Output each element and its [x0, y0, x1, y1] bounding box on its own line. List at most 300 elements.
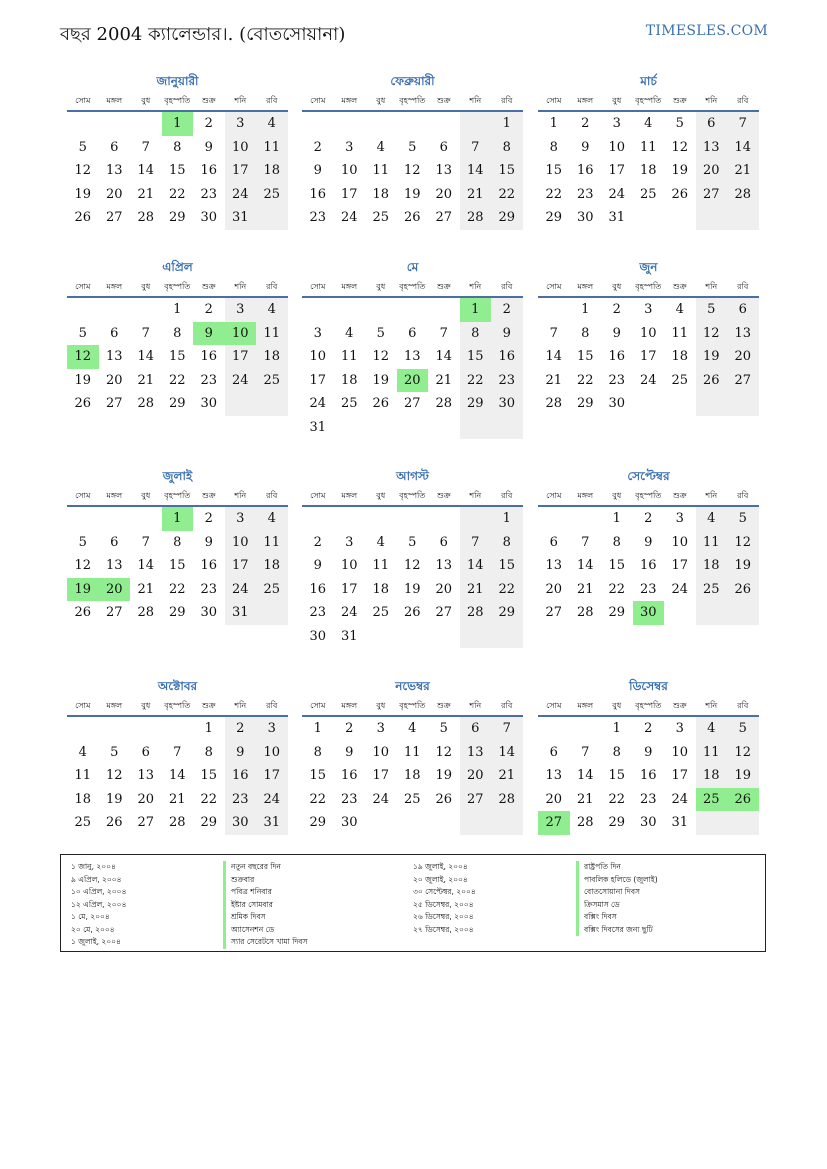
day-cell[interactable]: 16 [639, 558, 657, 573]
day-cell[interactable]: 30 [608, 396, 626, 411]
day-cell[interactable]: 5 [675, 116, 684, 131]
day-cell[interactable]: 7 [141, 534, 150, 550]
day-cell[interactable]: 4 [696, 717, 728, 741]
day-cell[interactable]: 30 [639, 815, 657, 830]
day-cell[interactable]: 5 [439, 721, 448, 736]
day-cell[interactable]: 7 [460, 531, 492, 555]
day-cell[interactable]: 3 [675, 511, 684, 526]
day-cell[interactable]: 1 [313, 721, 322, 736]
day-cell[interactable]: 15 [545, 163, 563, 178]
day-cell[interactable]: 19 [105, 791, 123, 807]
day-cell[interactable]: 26 [105, 815, 123, 830]
day-cell[interactable]: 11 [256, 136, 288, 160]
day-cell[interactable]: 14 [168, 768, 186, 783]
day-cell[interactable]: 2 [313, 534, 322, 550]
day-cell[interactable]: 2 [644, 721, 653, 736]
day-cell[interactable]: 30 [309, 628, 327, 644]
day-cell[interactable]: 5 [408, 139, 417, 155]
day-cell[interactable]: 5 [727, 717, 759, 741]
day-cell[interactable]: 17 [340, 581, 358, 597]
day-cell[interactable]: 29 [608, 815, 626, 830]
day-cell[interactable]: 24 [309, 396, 327, 411]
day-cell[interactable]: 16 [491, 345, 523, 369]
day-cell[interactable]: 26 [727, 578, 759, 602]
day-cell[interactable]: 18 [696, 554, 728, 578]
day-cell[interactable]: 15 [576, 349, 594, 364]
day-cell[interactable]: 15 [491, 554, 523, 578]
day-cell[interactable]: 5 [408, 534, 417, 550]
day-cell[interactable]: 18 [696, 764, 728, 788]
day-cell[interactable]: 20 [435, 186, 453, 202]
day-cell[interactable]: 1 [612, 721, 621, 736]
day-cell[interactable]: 22 [200, 791, 218, 807]
day-cell[interactable]: 23 [309, 210, 327, 225]
day-cell[interactable]: 30 [200, 396, 218, 411]
holiday-day-cell[interactable]: 12 [67, 345, 99, 369]
day-cell[interactable]: 28 [727, 183, 759, 207]
day-cell[interactable]: 19 [372, 372, 390, 388]
day-cell[interactable]: 24 [225, 578, 257, 602]
day-cell[interactable]: 7 [581, 534, 590, 550]
day-cell[interactable]: 16 [576, 163, 594, 178]
day-cell[interactable]: 23 [608, 372, 626, 388]
day-cell[interactable]: 2 [345, 721, 354, 736]
day-cell[interactable]: 29 [309, 815, 327, 830]
day-cell[interactable]: 16 [200, 558, 218, 573]
day-cell[interactable]: 17 [225, 345, 257, 369]
day-cell[interactable]: 14 [545, 349, 563, 364]
day-cell[interactable]: 10 [639, 325, 657, 341]
day-cell[interactable]: 21 [137, 372, 155, 388]
day-cell[interactable]: 26 [74, 210, 92, 225]
day-cell[interactable]: 13 [435, 163, 453, 178]
day-cell[interactable]: 28 [576, 815, 594, 830]
day-cell[interactable]: 12 [105, 768, 123, 783]
day-cell[interactable]: 30 [491, 392, 523, 416]
holiday-day-cell[interactable]: 1 [460, 298, 492, 322]
day-cell[interactable]: 16 [225, 764, 257, 788]
day-cell[interactable]: 27 [105, 605, 123, 620]
day-cell[interactable]: 14 [576, 768, 594, 783]
day-cell[interactable]: 27 [435, 605, 453, 620]
day-cell[interactable]: 15 [200, 768, 218, 783]
day-cell[interactable]: 21 [460, 578, 492, 602]
day-cell[interactable]: 21 [727, 159, 759, 183]
day-cell[interactable]: 18 [671, 349, 689, 364]
day-cell[interactable]: 12 [74, 558, 92, 573]
holiday-day-cell[interactable]: 9 [193, 322, 225, 346]
day-cell[interactable]: 9 [313, 163, 322, 178]
day-cell[interactable]: 19 [671, 163, 689, 178]
day-cell[interactable]: 11 [372, 163, 390, 178]
day-cell[interactable]: 15 [608, 768, 626, 783]
day-cell[interactable]: 3 [345, 139, 354, 155]
day-cell[interactable]: 20 [545, 791, 563, 807]
day-cell[interactable]: 26 [435, 791, 453, 807]
day-cell[interactable]: 28 [137, 396, 155, 411]
day-cell[interactable]: 25 [403, 791, 421, 807]
day-cell[interactable]: 31 [225, 206, 257, 230]
day-cell[interactable]: 9 [612, 325, 621, 341]
day-cell[interactable]: 10 [225, 136, 257, 160]
day-cell[interactable]: 15 [608, 558, 626, 573]
day-cell[interactable]: 6 [727, 298, 759, 322]
day-cell[interactable]: 17 [671, 558, 689, 573]
day-cell[interactable]: 29 [545, 210, 563, 225]
holiday-day-cell[interactable]: 1 [162, 507, 194, 531]
day-cell[interactable]: 11 [403, 744, 421, 760]
day-cell[interactable]: 31 [340, 628, 358, 644]
day-cell[interactable]: 15 [168, 558, 186, 573]
holiday-day-cell[interactable]: 20 [99, 578, 131, 602]
day-cell[interactable]: 29 [491, 601, 523, 625]
day-cell[interactable]: 29 [168, 396, 186, 411]
day-cell[interactable]: 25 [696, 578, 728, 602]
day-cell[interactable]: 30 [200, 605, 218, 620]
day-cell[interactable]: 13 [105, 349, 123, 364]
day-cell[interactable]: 27 [460, 788, 492, 812]
day-cell[interactable]: 18 [256, 345, 288, 369]
day-cell[interactable]: 21 [137, 186, 155, 202]
day-cell[interactable]: 20 [105, 186, 123, 202]
day-cell[interactable]: 28 [137, 605, 155, 620]
day-cell[interactable]: 7 [460, 136, 492, 160]
day-cell[interactable]: 16 [200, 163, 218, 178]
day-cell[interactable]: 23 [491, 369, 523, 393]
day-cell[interactable]: 13 [137, 768, 155, 783]
day-cell[interactable]: 22 [608, 791, 626, 807]
day-cell[interactable]: 30 [576, 210, 594, 225]
day-cell[interactable]: 20 [545, 581, 563, 597]
day-cell[interactable]: 30 [200, 210, 218, 225]
day-cell[interactable]: 9 [204, 139, 213, 155]
day-cell[interactable]: 26 [74, 396, 92, 411]
day-cell[interactable]: 24 [340, 210, 358, 225]
day-cell[interactable]: 13 [545, 768, 563, 783]
day-cell[interactable]: 19 [696, 345, 728, 369]
day-cell[interactable]: 13 [727, 322, 759, 346]
day-cell[interactable]: 24 [671, 581, 689, 597]
day-cell[interactable]: 23 [200, 186, 218, 202]
day-cell[interactable]: 13 [696, 136, 728, 160]
day-cell[interactable]: 17 [608, 163, 626, 178]
day-cell[interactable]: 19 [435, 768, 453, 783]
day-cell[interactable]: 18 [372, 186, 390, 202]
day-cell[interactable]: 4 [256, 507, 288, 531]
day-cell[interactable]: 18 [256, 554, 288, 578]
day-cell[interactable]: 21 [460, 183, 492, 207]
day-cell[interactable]: 12 [696, 322, 728, 346]
day-cell[interactable]: 24 [225, 183, 257, 207]
day-cell[interactable]: 15 [491, 159, 523, 183]
day-cell[interactable]: 25 [256, 578, 288, 602]
day-cell[interactable]: 17 [340, 186, 358, 202]
day-cell[interactable]: 9 [644, 744, 653, 760]
day-cell[interactable]: 11 [696, 531, 728, 555]
day-cell[interactable]: 9 [644, 534, 653, 550]
day-cell[interactable]: 26 [403, 605, 421, 620]
day-cell[interactable]: 27 [696, 183, 728, 207]
day-cell[interactable]: 31 [671, 815, 689, 830]
day-cell[interactable]: 23 [639, 581, 657, 597]
day-cell[interactable]: 26 [74, 605, 92, 620]
day-cell[interactable]: 27 [727, 369, 759, 393]
day-cell[interactable]: 19 [74, 372, 92, 388]
day-cell[interactable]: 20 [696, 159, 728, 183]
day-cell[interactable]: 24 [340, 605, 358, 620]
day-cell[interactable]: 25 [256, 183, 288, 207]
day-cell[interactable]: 6 [439, 534, 448, 550]
day-cell[interactable]: 5 [727, 507, 759, 531]
day-cell[interactable]: 21 [435, 372, 453, 388]
day-cell[interactable]: 10 [340, 558, 358, 573]
day-cell[interactable]: 21 [491, 764, 523, 788]
day-cell[interactable]: 5 [110, 744, 119, 760]
day-cell[interactable]: 6 [549, 744, 558, 760]
day-cell[interactable]: 11 [74, 768, 92, 783]
day-cell[interactable]: 25 [74, 815, 92, 830]
day-cell[interactable]: 11 [256, 531, 288, 555]
day-cell[interactable]: 9 [204, 534, 213, 550]
day-cell[interactable]: 17 [225, 159, 257, 183]
day-cell[interactable]: 2 [581, 116, 590, 131]
day-cell[interactable]: 5 [78, 325, 87, 341]
day-cell[interactable]: 8 [204, 744, 213, 760]
day-cell[interactable]: 23 [200, 372, 218, 388]
day-cell[interactable]: 9 [313, 558, 322, 573]
day-cell[interactable]: 25 [256, 369, 288, 393]
day-cell[interactable]: 21 [545, 372, 563, 388]
day-cell[interactable]: 10 [608, 139, 626, 155]
day-cell[interactable]: 30 [225, 811, 257, 835]
day-cell[interactable]: 7 [173, 744, 182, 760]
day-cell[interactable]: 22 [491, 183, 523, 207]
day-cell[interactable]: 23 [200, 581, 218, 597]
day-cell[interactable]: 23 [576, 186, 594, 202]
day-cell[interactable]: 8 [460, 322, 492, 346]
day-cell[interactable]: 30 [340, 815, 358, 830]
day-cell[interactable]: 21 [576, 791, 594, 807]
day-cell[interactable]: 10 [225, 531, 257, 555]
day-cell[interactable]: 3 [313, 325, 322, 341]
day-cell[interactable]: 19 [74, 186, 92, 202]
day-cell[interactable]: 2 [612, 302, 621, 317]
day-cell[interactable]: 17 [372, 768, 390, 783]
day-cell[interactable]: 18 [340, 372, 358, 388]
day-cell[interactable]: 4 [376, 534, 385, 550]
day-cell[interactable]: 18 [403, 768, 421, 783]
day-cell[interactable]: 8 [581, 325, 590, 341]
day-cell[interactable]: 2 [204, 302, 213, 317]
day-cell[interactable]: 16 [340, 768, 358, 783]
day-cell[interactable]: 6 [549, 534, 558, 550]
day-cell[interactable]: 22 [545, 186, 563, 202]
day-cell[interactable]: 27 [105, 396, 123, 411]
day-cell[interactable]: 25 [639, 186, 657, 202]
day-cell[interactable]: 4 [644, 116, 653, 131]
day-cell[interactable]: 26 [372, 396, 390, 411]
day-cell[interactable]: 8 [491, 136, 523, 160]
day-cell[interactable]: 9 [345, 744, 354, 760]
day-cell[interactable]: 26 [696, 369, 728, 393]
day-cell[interactable]: 17 [225, 554, 257, 578]
day-cell[interactable]: 7 [727, 112, 759, 136]
site-link[interactable]: TIMESLES.COM [645, 23, 768, 39]
day-cell[interactable]: 28 [435, 396, 453, 411]
holiday-day-cell[interactable]: 26 [727, 788, 759, 812]
day-cell[interactable]: 9 [491, 322, 523, 346]
day-cell[interactable]: 3 [256, 717, 288, 741]
day-cell[interactable]: 23 [309, 605, 327, 620]
day-cell[interactable]: 6 [696, 112, 728, 136]
day-cell[interactable]: 1 [173, 302, 182, 317]
day-cell[interactable]: 18 [372, 581, 390, 597]
day-cell[interactable]: 12 [727, 531, 759, 555]
day-cell[interactable]: 15 [309, 768, 327, 783]
day-cell[interactable]: 29 [168, 210, 186, 225]
day-cell[interactable]: 7 [141, 139, 150, 155]
day-cell[interactable]: 5 [696, 298, 728, 322]
day-cell[interactable]: 15 [168, 349, 186, 364]
day-cell[interactable]: 2 [644, 511, 653, 526]
day-cell[interactable]: 24 [671, 791, 689, 807]
day-cell[interactable]: 7 [581, 744, 590, 760]
day-cell[interactable]: 6 [110, 534, 119, 550]
day-cell[interactable]: 19 [727, 764, 759, 788]
day-cell[interactable]: 18 [639, 163, 657, 178]
day-cell[interactable]: 6 [408, 325, 417, 341]
day-cell[interactable]: 6 [110, 139, 119, 155]
day-cell[interactable]: 14 [576, 558, 594, 573]
day-cell[interactable]: 1 [491, 507, 523, 531]
day-cell[interactable]: 3 [225, 298, 257, 322]
day-cell[interactable]: 31 [225, 601, 257, 625]
day-cell[interactable]: 7 [491, 717, 523, 741]
day-cell[interactable]: 12 [74, 163, 92, 178]
day-cell[interactable]: 7 [439, 325, 448, 341]
holiday-day-cell[interactable]: 19 [67, 578, 99, 602]
day-cell[interactable]: 8 [549, 139, 558, 155]
day-cell[interactable]: 14 [137, 558, 155, 573]
day-cell[interactable]: 28 [137, 210, 155, 225]
day-cell[interactable]: 3 [225, 507, 257, 531]
day-cell[interactable]: 12 [727, 741, 759, 765]
day-cell[interactable]: 31 [309, 419, 327, 435]
day-cell[interactable]: 14 [727, 136, 759, 160]
day-cell[interactable]: 17 [256, 764, 288, 788]
day-cell[interactable]: 22 [168, 186, 186, 202]
day-cell[interactable]: 28 [545, 396, 563, 411]
day-cell[interactable]: 11 [639, 139, 657, 155]
day-cell[interactable]: 4 [408, 721, 417, 736]
day-cell[interactable]: 24 [608, 186, 626, 202]
day-cell[interactable]: 15 [460, 345, 492, 369]
day-cell[interactable]: 22 [608, 581, 626, 597]
day-cell[interactable]: 1 [581, 302, 590, 317]
day-cell[interactable]: 22 [491, 578, 523, 602]
day-cell[interactable]: 23 [225, 788, 257, 812]
day-cell[interactable]: 26 [671, 186, 689, 202]
day-cell[interactable]: 4 [675, 302, 684, 317]
day-cell[interactable]: 2 [204, 116, 213, 131]
day-cell[interactable]: 14 [137, 349, 155, 364]
day-cell[interactable]: 24 [256, 788, 288, 812]
day-cell[interactable]: 29 [608, 605, 626, 620]
day-cell[interactable]: 19 [403, 581, 421, 597]
day-cell[interactable]: 22 [460, 369, 492, 393]
day-cell[interactable]: 13 [105, 558, 123, 573]
day-cell[interactable]: 20 [105, 372, 123, 388]
day-cell[interactable]: 9 [581, 139, 590, 155]
day-cell[interactable]: 25 [372, 210, 390, 225]
day-cell[interactable]: 6 [141, 744, 150, 760]
day-cell[interactable]: 12 [372, 349, 390, 364]
day-cell[interactable]: 10 [340, 163, 358, 178]
day-cell[interactable]: 2 [313, 139, 322, 155]
day-cell[interactable]: 1 [549, 116, 558, 131]
day-cell[interactable]: 12 [671, 139, 689, 155]
day-cell[interactable]: 13 [545, 558, 563, 573]
day-cell[interactable]: 11 [340, 349, 358, 364]
day-cell[interactable]: 27 [435, 210, 453, 225]
day-cell[interactable]: 5 [78, 139, 87, 155]
day-cell[interactable]: 8 [313, 744, 322, 760]
day-cell[interactable]: 8 [173, 534, 182, 550]
day-cell[interactable]: 28 [460, 601, 492, 625]
day-cell[interactable]: 25 [340, 396, 358, 411]
day-cell[interactable]: 25 [372, 605, 390, 620]
day-cell[interactable]: 26 [403, 210, 421, 225]
day-cell[interactable]: 13 [435, 558, 453, 573]
day-cell[interactable]: 8 [173, 325, 182, 341]
day-cell[interactable]: 12 [435, 744, 453, 760]
day-cell[interactable]: 10 [256, 741, 288, 765]
day-cell[interactable]: 10 [309, 349, 327, 364]
day-cell[interactable]: 1 [491, 112, 523, 136]
day-cell[interactable]: 3 [675, 721, 684, 736]
day-cell[interactable]: 22 [576, 372, 594, 388]
day-cell[interactable]: 14 [491, 741, 523, 765]
day-cell[interactable]: 4 [78, 744, 87, 760]
day-cell[interactable]: 31 [608, 210, 626, 225]
day-cell[interactable]: 24 [225, 369, 257, 393]
day-cell[interactable]: 29 [460, 392, 492, 416]
day-cell[interactable]: 8 [173, 139, 182, 155]
day-cell[interactable]: 18 [74, 791, 92, 807]
day-cell[interactable]: 6 [439, 139, 448, 155]
day-cell[interactable]: 14 [460, 159, 492, 183]
day-cell[interactable]: 7 [141, 325, 150, 341]
day-cell[interactable]: 5 [376, 325, 385, 341]
day-cell[interactable]: 16 [309, 581, 327, 597]
day-cell[interactable]: 23 [340, 791, 358, 807]
day-cell[interactable]: 12 [403, 163, 421, 178]
day-cell[interactable]: 25 [671, 372, 689, 388]
day-cell[interactable]: 15 [168, 163, 186, 178]
day-cell[interactable]: 2 [491, 298, 523, 322]
day-cell[interactable]: 20 [435, 581, 453, 597]
day-cell[interactable]: 16 [200, 349, 218, 364]
day-cell[interactable]: 3 [644, 302, 653, 317]
day-cell[interactable]: 20 [137, 791, 155, 807]
day-cell[interactable]: 11 [696, 741, 728, 765]
day-cell[interactable]: 10 [671, 534, 689, 550]
day-cell[interactable]: 14 [137, 163, 155, 178]
day-cell[interactable]: 27 [545, 605, 563, 620]
day-cell[interactable]: 19 [403, 186, 421, 202]
day-cell[interactable]: 10 [671, 744, 689, 760]
day-cell[interactable]: 31 [256, 811, 288, 835]
